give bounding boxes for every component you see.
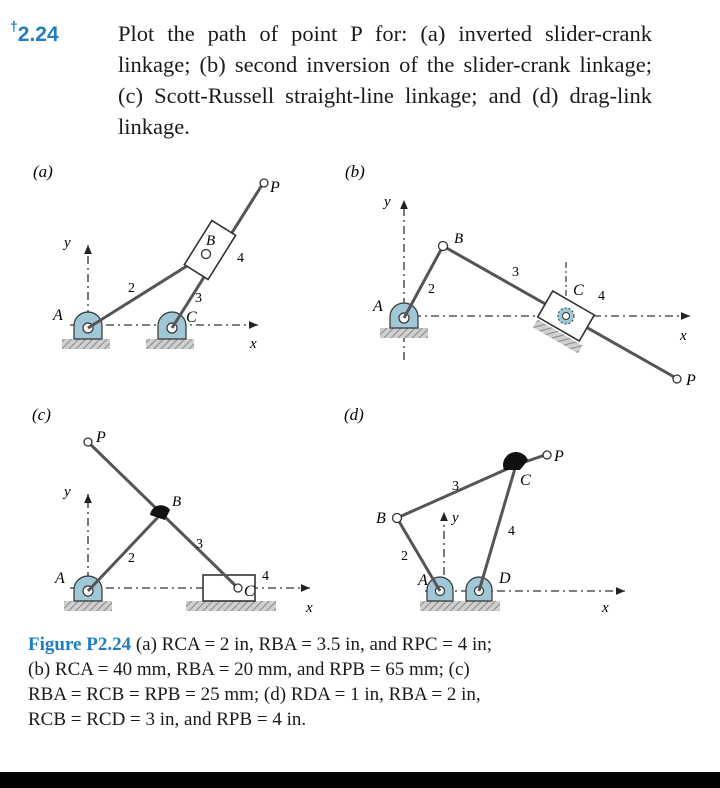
problem-text: Plot the path of point P for: (a) inverted slider-crank linkage; (b) second inversion of the slider-crank linkage; (c) Scott-Russell straight-line linkage; and (d) drag-link linkage. [118,21,652,139]
fig-a-label-a: A [53,307,63,324]
fig-c-joint-c [234,584,242,592]
fig-a-label-3: 3 [195,291,202,306]
fig-a-label-2: 2 [128,281,135,296]
fig-b-label-3: 3 [512,265,519,280]
caption-line-1: Figure P2.24 (a) RCA = 2 in, RBA = 3.5 in, and RPC = 4 in; [28,634,493,655]
fig-d-label-c: C [520,472,531,489]
fig-c-x-label: x [306,600,313,616]
fig-a-label-c: C [186,309,197,326]
fig-d-label-a: A [418,572,428,589]
figure-b [345,162,696,389]
bottom-bar [0,772,720,788]
fig-c-tag: (c) [32,405,51,424]
fig-b-label-b: B [454,231,464,247]
fig-d-joint-b [393,514,402,523]
fig-c-label-a: A [55,570,65,587]
fig-c-ground-slider [186,601,276,611]
fig-b-joint-b [439,242,448,251]
fig-d-label-2: 2 [401,549,408,564]
fig-c-label-4: 4 [262,569,269,584]
fig-d-y-label: y [452,510,459,526]
linkage-figures [0,155,720,625]
fig-d-label-b: B [376,510,386,527]
caption-line-3: RBA = RCB = RPB = 25 mm; (d) RDA = 1 in, RBA = 2 in, [28,684,481,705]
fig-a-ground-c [146,339,194,349]
figure-a [33,162,280,352]
fig-a-point-p [260,179,268,187]
problem-number: †2.24 [10,18,59,46]
fig-c-link-2 [88,515,160,591]
fig-d-label-d: D [499,570,511,587]
fig-d-label-3: 3 [452,479,459,494]
caption-line-2: (b) RCA = 40 mm, RBA = 20 mm, and RPB = 65 mm; (c) [28,659,470,680]
fig-a-slider-4 [184,221,235,280]
figure-c [32,405,313,616]
fig-b-label-p: P [686,372,696,389]
fig-c-label-p: P [96,429,106,446]
fig-c-label-c: C [244,583,255,600]
fig-b-y-label: y [384,194,391,210]
fig-b-label-c: C [573,282,584,299]
figure-d [344,405,625,616]
figure-caption [28,632,668,732]
fig-a-x-label: x [250,336,257,352]
fig-c-point-p [84,438,92,446]
fig-b-tag: (b) [345,162,365,181]
fig-c-y-label: y [64,484,71,500]
caption-line-4: RCB = RCD = 3 in, and RPB = 4 in. [28,709,307,730]
fig-a-label-b: B [206,233,216,249]
fig-b-label-a: A [373,298,383,315]
fig-a-label-p: P [270,179,280,196]
fig-a-label-4: 4 [237,251,244,266]
fig-b-link-2 [404,246,443,318]
fig-d-ground [420,601,500,611]
fig-d-x-label: x [602,600,609,616]
fig-a-ground-a [62,339,110,349]
fig-d-tag: (d) [344,405,364,424]
fig-b-label-2: 2 [428,282,435,297]
fig-a-joint-b [202,250,211,259]
fig-a-y-label: y [64,235,71,251]
fig-b-ground-a [380,328,428,338]
caption-label: Figure P2.24 [28,634,132,655]
fig-d-joint-c-mark [503,452,528,470]
fig-c-ground-a [64,601,112,611]
fig-b-label-4: 4 [598,289,605,304]
fig-d-label-4: 4 [508,524,515,539]
fig-d-point-p [543,451,551,459]
fig-c-label-2: 2 [128,551,135,566]
fig-a-tag: (a) [33,162,53,181]
fig-b-point-p [673,375,681,383]
fig-c-label-3: 3 [196,537,203,552]
fig-b-x-label: x [680,328,687,344]
fig-c-label-b: B [172,494,182,510]
fig-d-label-p: P [554,448,564,465]
